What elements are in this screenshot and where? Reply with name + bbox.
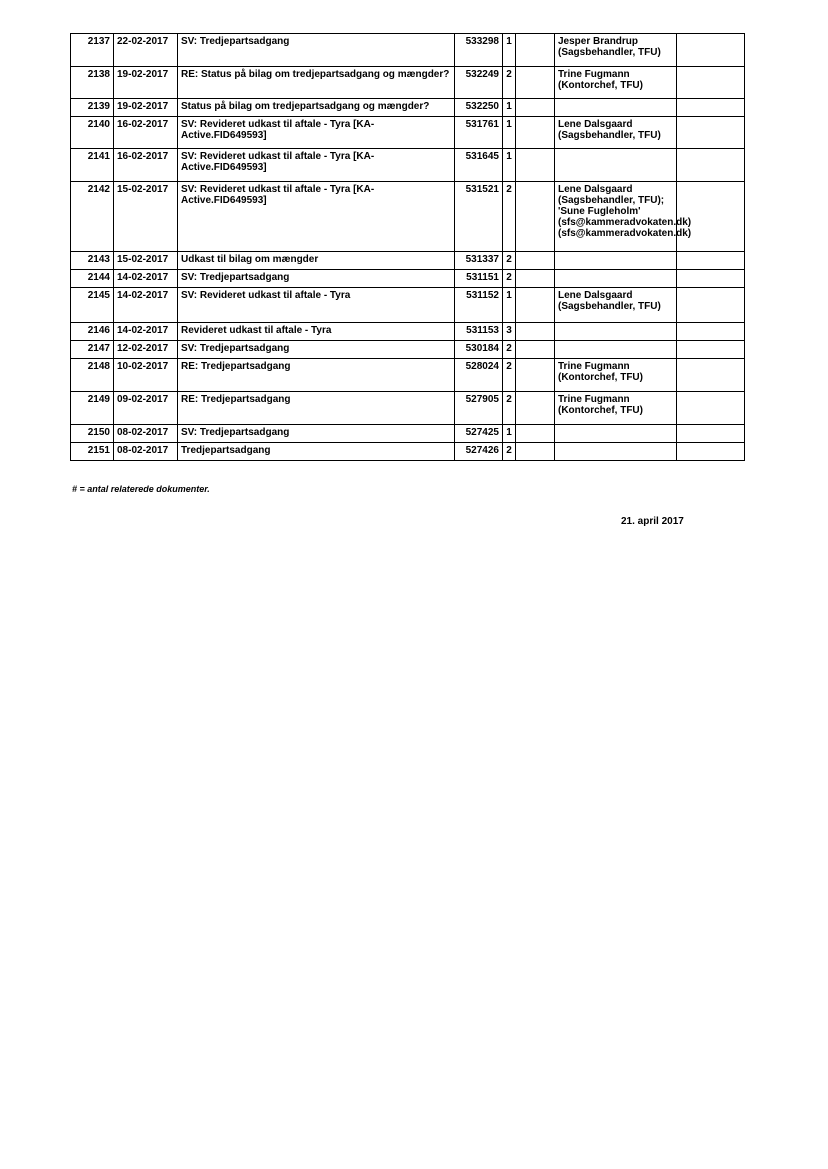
row-date: 14-02-2017 [114, 270, 178, 288]
row-related-count: 2 [503, 359, 516, 392]
row-date: 08-02-2017 [114, 443, 178, 461]
row-document-number: 531337 [455, 252, 503, 270]
row-blank-cell [677, 149, 745, 182]
row-related-count: 1 [503, 99, 516, 117]
table-row [71, 323, 745, 341]
row-related-count: 1 [503, 425, 516, 443]
row-number: 2150 [71, 425, 114, 443]
row-blank-cell [516, 182, 555, 252]
row-sender [555, 99, 677, 117]
row-subject: Status på bilag om tredjepartsadgang og mængder? [178, 99, 455, 117]
row-blank-cell [677, 288, 745, 323]
table-row [71, 182, 745, 252]
row-date: 16-02-2017 [114, 117, 178, 149]
row-blank-cell [516, 341, 555, 359]
row-document-number: 531645 [455, 149, 503, 182]
table-row [71, 34, 745, 67]
row-related-count: 1 [503, 34, 516, 67]
row-document-number: 531153 [455, 323, 503, 341]
table-row [71, 341, 745, 359]
row-blank-cell [516, 149, 555, 182]
table-row [71, 149, 745, 182]
row-number: 2145 [71, 288, 114, 323]
row-sender: Trine Fugmann (Kontorchef, TFU) [555, 359, 677, 392]
row-number: 2139 [71, 99, 114, 117]
row-date: 09-02-2017 [114, 392, 178, 425]
row-blank-cell [516, 359, 555, 392]
row-number: 2141 [71, 149, 114, 182]
row-number: 2143 [71, 252, 114, 270]
row-blank-cell [516, 252, 555, 270]
row-blank-cell [677, 34, 745, 67]
row-related-count: 1 [503, 149, 516, 182]
row-sender: Trine Fugmann (Kontorchef, TFU) [555, 392, 677, 425]
row-date: 19-02-2017 [114, 67, 178, 99]
footnote: # = antal relaterede dokumenter. [72, 484, 210, 494]
row-sender: Lene Dalsgaard (Sagsbehandler, TFU) [555, 117, 677, 149]
row-number: 2151 [71, 443, 114, 461]
row-sender [555, 323, 677, 341]
row-document-number: 531521 [455, 182, 503, 252]
row-number: 2147 [71, 341, 114, 359]
journal-table [70, 33, 745, 461]
row-date: 08-02-2017 [114, 425, 178, 443]
row-number: 2149 [71, 392, 114, 425]
row-blank-cell [516, 392, 555, 425]
row-blank-cell [677, 252, 745, 270]
row-subject: SV: Tredjepartsadgang [178, 341, 455, 359]
row-blank-cell [516, 288, 555, 323]
row-document-number: 527425 [455, 425, 503, 443]
row-subject: SV: Revideret udkast til aftale - Tyra [KA-Active.FID649593] [178, 117, 455, 149]
table-row [71, 99, 745, 117]
row-subject: SV: Tredjepartsadgang [178, 425, 455, 443]
row-related-count: 2 [503, 252, 516, 270]
row-related-count: 2 [503, 182, 516, 252]
row-sender [555, 252, 677, 270]
row-sender [555, 341, 677, 359]
row-sender [555, 425, 677, 443]
row-blank-cell [677, 443, 745, 461]
row-related-count: 2 [503, 392, 516, 425]
row-date: 14-02-2017 [114, 323, 178, 341]
row-number: 2137 [71, 34, 114, 67]
table-row [71, 359, 745, 392]
row-document-number: 528024 [455, 359, 503, 392]
row-blank-cell [677, 323, 745, 341]
table-row [71, 288, 745, 323]
table-row [71, 392, 745, 425]
row-blank-cell [677, 341, 745, 359]
row-date: 19-02-2017 [114, 99, 178, 117]
row-document-number: 527426 [455, 443, 503, 461]
row-subject: SV: Tredjepartsadgang [178, 270, 455, 288]
row-blank-cell [516, 270, 555, 288]
row-subject: SV: Revideret udkast til aftale - Tyra [KA-Active.FID649593] [178, 149, 455, 182]
row-blank-cell [516, 99, 555, 117]
row-document-number: 533298 [455, 34, 503, 67]
row-document-number: 531151 [455, 270, 503, 288]
row-subject: SV: Tredjepartsadgang [178, 34, 455, 67]
row-related-count: 2 [503, 270, 516, 288]
table-row [71, 270, 745, 288]
table-row [71, 67, 745, 99]
row-blank-cell [677, 425, 745, 443]
row-document-number: 527905 [455, 392, 503, 425]
row-sender: Jesper Brandrup (Sagsbehandler, TFU) [555, 34, 677, 67]
row-related-count: 3 [503, 323, 516, 341]
row-date: 15-02-2017 [114, 182, 178, 252]
row-date: 12-02-2017 [114, 341, 178, 359]
row-subject: SV: Revideret udkast til aftale - Tyra [KA-Active.FID649593] [178, 182, 455, 252]
row-sender [555, 443, 677, 461]
row-blank-cell [677, 392, 745, 425]
row-document-number: 531152 [455, 288, 503, 323]
row-number: 2142 [71, 182, 114, 252]
row-subject: RE: Tredjepartsadgang [178, 359, 455, 392]
row-blank-cell [516, 425, 555, 443]
row-blank-cell [677, 359, 745, 392]
print-date: 21. april 2017 [621, 516, 684, 527]
row-subject: SV: Revideret udkast til aftale - Tyra [178, 288, 455, 323]
row-document-number: 530184 [455, 341, 503, 359]
row-blank-cell [677, 99, 745, 117]
table-row [71, 443, 745, 461]
row-blank-cell [516, 117, 555, 149]
row-sender: Trine Fugmann (Kontorchef, TFU) [555, 67, 677, 99]
table-body [71, 34, 745, 461]
row-blank-cell [677, 270, 745, 288]
row-subject: Tredjepartsadgang [178, 443, 455, 461]
row-blank-cell [677, 67, 745, 99]
row-number: 2144 [71, 270, 114, 288]
row-sender [555, 149, 677, 182]
row-blank-cell [677, 117, 745, 149]
row-related-count: 2 [503, 443, 516, 461]
row-related-count: 2 [503, 67, 516, 99]
row-related-count: 1 [503, 117, 516, 149]
row-subject: Udkast til bilag om mængder [178, 252, 455, 270]
row-sender: Lene Dalsgaard (Sagsbehandler, TFU); 'Sune Fugleholm' (sfs@kammeradvokaten.dk) (sfs@kammeradvokaten.dk) [555, 182, 677, 252]
row-date: 14-02-2017 [114, 288, 178, 323]
row-subject: Revideret udkast til aftale - Tyra [178, 323, 455, 341]
row-document-number: 532250 [455, 99, 503, 117]
row-sender: Lene Dalsgaard (Sagsbehandler, TFU) [555, 288, 677, 323]
row-related-count: 2 [503, 341, 516, 359]
table-row [71, 425, 745, 443]
row-blank-cell [516, 67, 555, 99]
row-number: 2138 [71, 67, 114, 99]
row-blank-cell [516, 443, 555, 461]
row-date: 15-02-2017 [114, 252, 178, 270]
row-number: 2140 [71, 117, 114, 149]
row-date: 22-02-2017 [114, 34, 178, 67]
row-document-number: 531761 [455, 117, 503, 149]
row-blank-cell [516, 323, 555, 341]
row-sender [555, 270, 677, 288]
row-related-count: 1 [503, 288, 516, 323]
table-row [71, 117, 745, 149]
row-document-number: 532249 [455, 67, 503, 99]
row-subject: RE: Status på bilag om tredjepartsadgang og mængder? [178, 67, 455, 99]
row-number: 2146 [71, 323, 114, 341]
table-row [71, 252, 745, 270]
row-number: 2148 [71, 359, 114, 392]
row-date: 10-02-2017 [114, 359, 178, 392]
row-subject: RE: Tredjepartsadgang [178, 392, 455, 425]
row-blank-cell [516, 34, 555, 67]
row-date: 16-02-2017 [114, 149, 178, 182]
